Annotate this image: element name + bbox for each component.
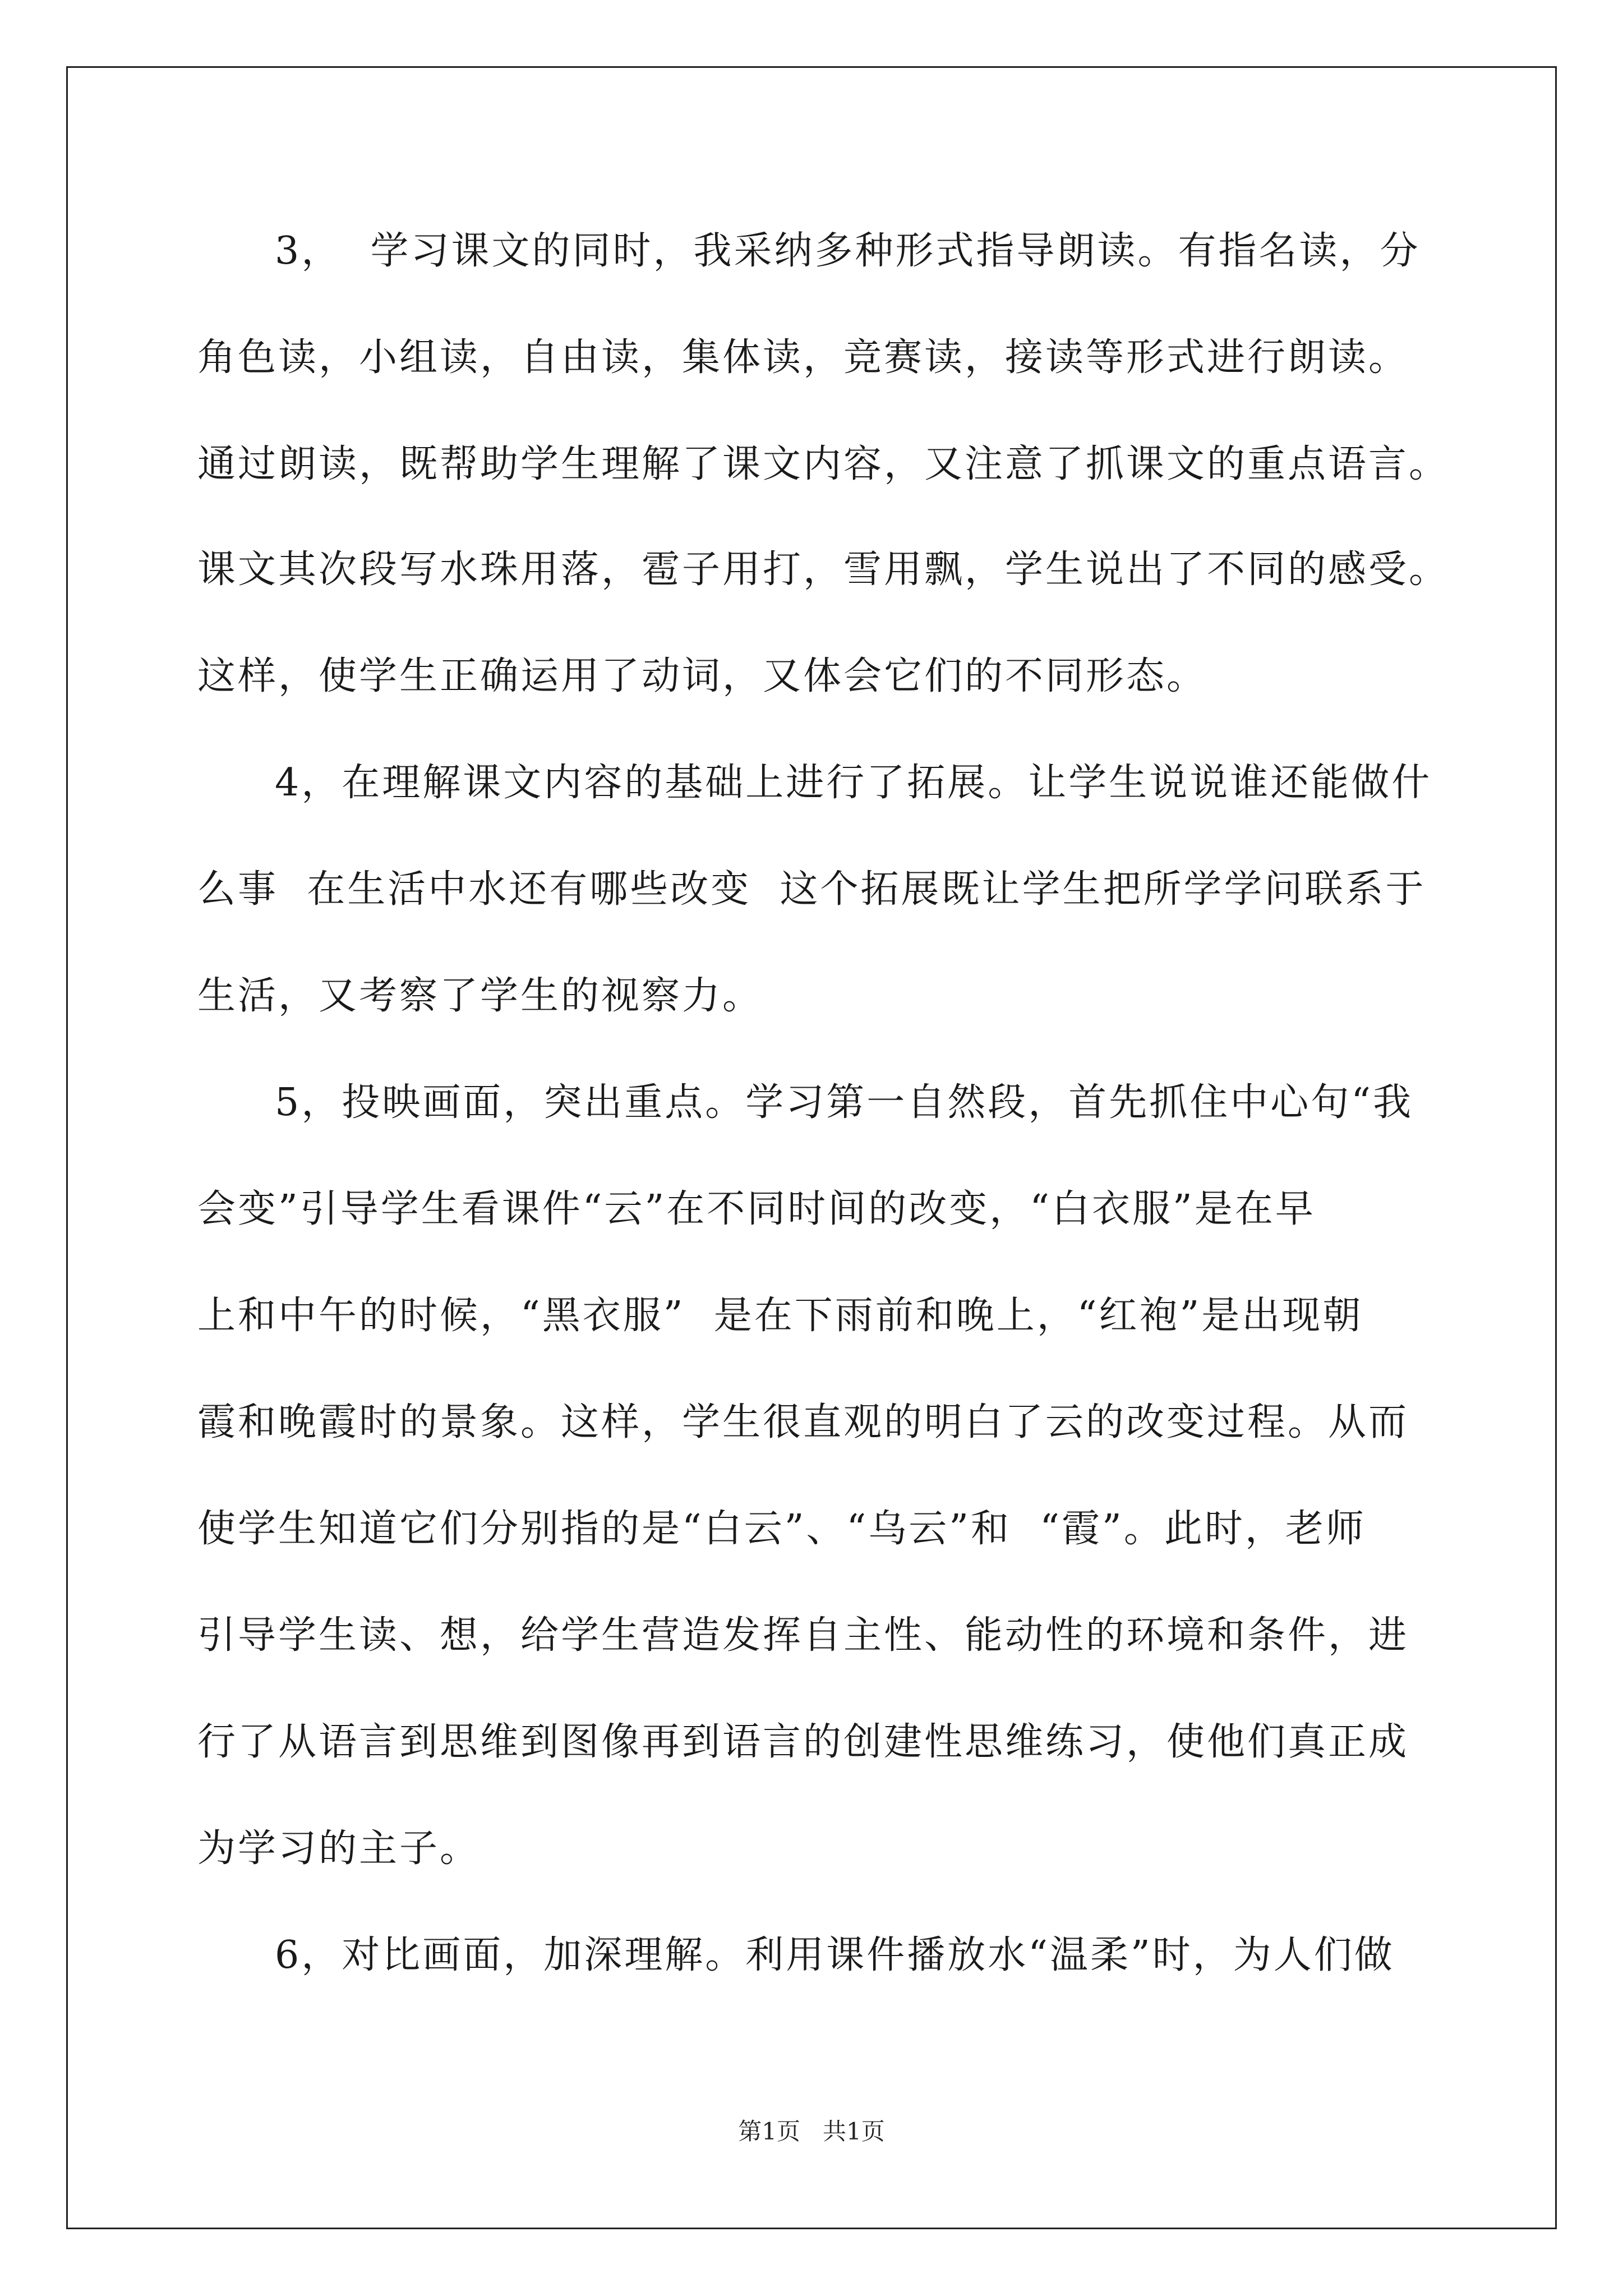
page-footer: 第1页 共1页 <box>738 2118 885 2145</box>
paragraph-4-line-3: 生活，又考察了学生的视察力。 <box>197 974 763 1018</box>
paragraph-3-line-3: 通过朗读，既帮助学生理解了课文内容，又注意了抓课文的重点语言。 <box>197 442 1450 486</box>
paragraph-3-line-5: 这样，使学生正确运用了动词，又体会它们的不同形态。 <box>197 654 1207 698</box>
paragraph-5-line-3: 上和中午的时候，“黑衣服” 是在下雨前和晚上，“红袍”是出现朝 <box>197 1294 1363 1338</box>
paragraph-5-line-7: 行了从语言到思维到图像再到语言的创建性思维练习，使他们真正成 <box>197 1720 1409 1764</box>
paragraph-3-line-4: 课文其次段写水珠用落，雹子用打，雪用飘，学生说出了不同的感受。 <box>197 547 1450 592</box>
paragraph-5-line-1: 5，投映画面，突出重点。学习第一自然段，首先抓住中心句“我 <box>275 1080 1414 1125</box>
paragraph-4-line-2: 么事 在生活中水还有哪些改变 这个拓展既让学生把所学学问联系于 <box>197 867 1426 912</box>
paragraph-3-line-2: 角色读，小组读，自由读，集体读，竞赛读，接读等形式进行朗读。 <box>197 335 1409 380</box>
paragraph-5-line-4: 霞和晚霞时的景象。这样，学生很直观的明白了云的改变过程。从而 <box>197 1400 1409 1444</box>
page-border <box>66 66 1557 2229</box>
paragraph-5-line-6: 引导学生读、想，给学生营造发挥自主性、能动性的环境和条件，进 <box>197 1613 1409 1658</box>
paragraph-5-line-2: 会变”引导学生看课件“云”在不同时间的改变，“白衣服”是在早 <box>197 1187 1316 1231</box>
paragraph-5-line-8: 为学习的主子。 <box>197 1826 481 1871</box>
paragraph-4-line-1: 4，在理解课文内容的基础上进行了拓展。让学生说说谁还能做什 <box>275 761 1432 805</box>
paragraph-3-line-1: 3， 学习课文的同时，我采纳多种形式指导朗读。有指名读，分 <box>275 229 1421 273</box>
paragraph-6-line-1: 6，对比画面，加深理解。利用课件播放水“温柔”时，为人们做 <box>275 1933 1395 1977</box>
paragraph-5-line-5: 使学生知道它们分别指的是“白云”、“乌云”和 “霞”。此时，老师 <box>197 1507 1366 1551</box>
